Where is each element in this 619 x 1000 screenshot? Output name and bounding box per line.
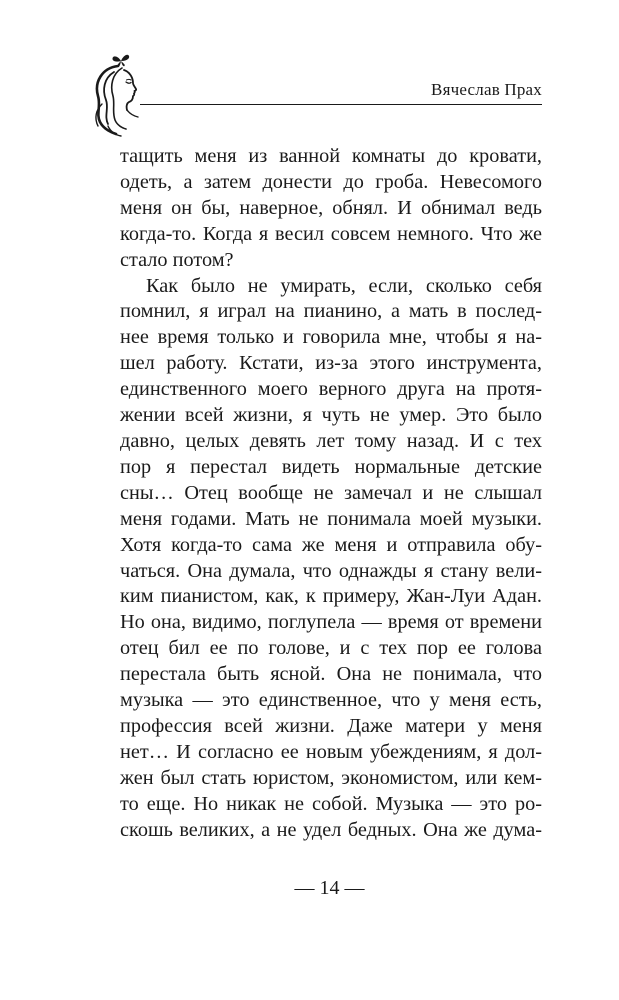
- text-line: перестала быть ясной. Она не понимала, что: [120, 663, 542, 686]
- text-line: отец бил ее по голове, и с тех пор ее голова: [120, 637, 542, 660]
- text-line: единственного моего верного друга на протя-: [120, 378, 542, 401]
- text-line: скошь великих, а не удел бедных. Она же дума-: [120, 818, 542, 841]
- text-line: жении всей жизни, я чуть не умер. Это было: [120, 404, 542, 427]
- text-line: ким пианистом, как, к примеру, Жан-Луи Адан.: [120, 585, 542, 608]
- text-line: меня он бы, наверное, обнял. И обнимал ведь: [120, 196, 542, 219]
- text-line: профессия всей жизни. Даже матери у меня: [120, 714, 542, 737]
- text-line: музыка — это единственное, что у меня есть,: [120, 689, 542, 712]
- text-line: одеть, а затем донести до гроба. Невесомого: [120, 170, 542, 193]
- text-line: Хотя когда-то сама же меня и отправила обу-: [120, 533, 542, 556]
- text-line: давно, целых девять лет тому назад. И с тех: [120, 429, 542, 452]
- text-line: то еще. Но никак не собой. Музыка — это ро-: [120, 792, 542, 815]
- woman-profile-butterfly-icon: [88, 52, 150, 138]
- text-line: сны… Отец вообще не замечал и не слышал: [120, 481, 542, 504]
- text-line: шел работу. Кстати, из-за этого инструмента,: [120, 352, 542, 375]
- text-line: Как было не умирать, если, сколько себя: [146, 274, 542, 297]
- text-line: помнил, я играл на пианино, а мать в послед-: [120, 300, 542, 323]
- text-line: стало потом?: [120, 248, 234, 271]
- text-line: пор я перестал видеть нормальные детские: [120, 455, 542, 478]
- text-line: нет… И согласно ее новым убеждениям, я дол-: [120, 740, 542, 763]
- text-line: Но она, видимо, поглупела — время от времени: [120, 611, 542, 634]
- page-number: — 14 —: [294, 877, 365, 899]
- text-line: тащить меня из ванной комнаты до кровати,: [120, 145, 542, 167]
- header-divider: [140, 104, 542, 105]
- text-line: когда-то. Когда я весил совсем немного. Что же: [120, 222, 542, 245]
- text-line: жен был стать юристом, экономистом, или кем-: [120, 766, 542, 789]
- text-line: нее время только и говорила мне, чтобы я на-: [120, 326, 542, 349]
- text-line: меня годами. Мать не понимала моей музыки.: [120, 507, 542, 530]
- text-line: чаться. Она думала, что однажды я стану вели-: [120, 559, 542, 582]
- page-body-text: [120, 144, 542, 843]
- running-header-author: Вячеслав Прах: [431, 80, 542, 99]
